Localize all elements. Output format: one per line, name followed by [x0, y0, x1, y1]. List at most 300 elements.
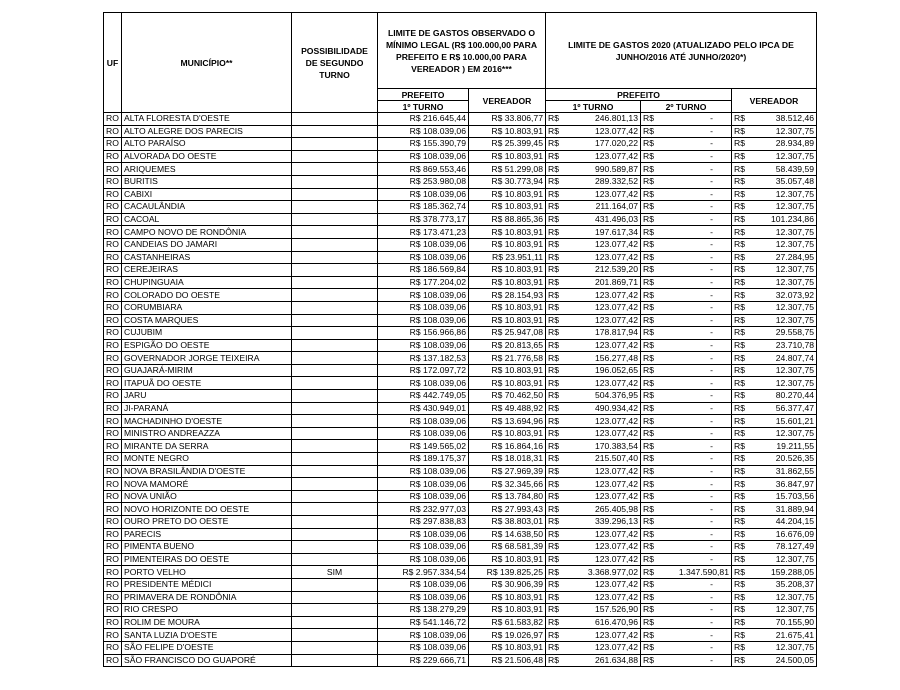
cell-prefeito-2016: R$ 108.039,06: [378, 629, 469, 642]
currency-symbol: R$: [734, 302, 745, 313]
currency-symbol: R$: [643, 566, 654, 577]
amount-value: 261.634,88: [594, 654, 638, 665]
amount-value: 123.077,42: [594, 314, 638, 325]
cell-uf: RO: [104, 314, 122, 327]
cell-vereador-2016: R$ 25.947,08: [469, 327, 546, 340]
cell-prefeito-2016: R$ 177.204,02: [378, 276, 469, 289]
cell-prefeito-2turno-2020: [641, 327, 732, 340]
currency-symbol: R$: [734, 566, 745, 577]
cell-municipio: ESPIGÃO DO OESTE: [122, 339, 292, 352]
amount-value: -: [710, 503, 713, 514]
cell-uf: RO: [104, 163, 122, 176]
cell-uf: RO: [104, 390, 122, 403]
cell-municipio: PARECIS: [122, 528, 292, 541]
cell-prefeito-1turno-2020: [546, 251, 641, 264]
cell-uf: RO: [104, 113, 122, 126]
currency-symbol: R$: [643, 339, 654, 350]
currency-symbol: R$: [643, 289, 654, 300]
cell-uf: RO: [104, 604, 122, 617]
currency-symbol: R$: [734, 125, 745, 136]
cell-prefeito-2016: R$ 108.039,06: [378, 591, 469, 604]
table-body: [104, 113, 817, 667]
currency-symbol: R$: [734, 642, 745, 653]
cell-vereador-2016: R$ 10.803,91: [469, 238, 546, 251]
amount-value: 23.710,78: [775, 339, 814, 350]
cell-segundo-turno: [292, 264, 378, 277]
cell-vereador-2016: R$ 10.803,91: [469, 641, 546, 654]
amount-value: -: [710, 163, 713, 174]
amount-value: -: [710, 516, 713, 527]
cell-prefeito-2016: R$ 232.977,03: [378, 503, 469, 516]
currency-symbol: R$: [734, 151, 745, 162]
cell-municipio: ALTO ALEGRE DOS PARECIS: [122, 125, 292, 138]
cell-uf: RO: [104, 503, 122, 516]
cell-prefeito-2turno-2020: [641, 201, 732, 214]
cell-uf: RO: [104, 276, 122, 289]
table-row: [104, 440, 817, 453]
cell-municipio: COLORADO DO OESTE: [122, 289, 292, 302]
table-row: [104, 150, 817, 163]
cell-prefeito-2turno-2020: [641, 314, 732, 327]
cell-prefeito-2turno-2020: [641, 364, 732, 377]
currency-symbol: R$: [734, 201, 745, 212]
cell-prefeito-1turno-2020: [546, 516, 641, 529]
cell-prefeito-2turno-2020: [641, 415, 732, 428]
currency-symbol: R$: [643, 453, 654, 464]
cell-prefeito-2016: R$ 108.039,06: [378, 150, 469, 163]
currency-symbol: R$: [548, 604, 559, 615]
cell-prefeito-2016: R$ 108.039,06: [378, 490, 469, 503]
amount-value: -: [710, 491, 713, 502]
cell-vereador-2016: R$ 10.803,91: [469, 553, 546, 566]
cell-prefeito-2016: R$ 108.039,06: [378, 427, 469, 440]
cell-uf: RO: [104, 150, 122, 163]
cell-prefeito-2016: R$ 2.957.334,54: [378, 566, 469, 579]
cell-vereador-2016: R$ 49.488,92: [469, 402, 546, 415]
cell-vereador-2020: [732, 390, 817, 403]
cell-uf: RO: [104, 553, 122, 566]
amount-value: 12.307,75: [775, 239, 814, 250]
cell-uf: RO: [104, 238, 122, 251]
currency-symbol: R$: [734, 478, 745, 489]
amount-value: 24.500,05: [775, 654, 814, 665]
currency-symbol: R$: [734, 327, 745, 338]
currency-symbol: R$: [548, 289, 559, 300]
cell-prefeito-1turno-2020: [546, 490, 641, 503]
currency-symbol: R$: [548, 352, 559, 363]
cell-prefeito-2016: R$ 185.362,74: [378, 201, 469, 214]
cell-vereador-2020: [732, 629, 817, 642]
currency-symbol: R$: [734, 440, 745, 451]
amount-value: 31.889,94: [775, 503, 814, 514]
cell-prefeito-1turno-2020: [546, 276, 641, 289]
currency-symbol: R$: [548, 415, 559, 426]
cell-prefeito-1turno-2020: [546, 175, 641, 188]
amount-value: 12.307,75: [775, 377, 814, 388]
amount-value: 12.307,75: [775, 188, 814, 199]
header-limite-2020: LIMITE DE GASTOS 2020 (ATUALIZADO PELO IPCA DE JUNHO/2016 ATÉ JUNHO/2020*): [546, 13, 817, 89]
amount-value: 123.077,42: [594, 302, 638, 313]
cell-prefeito-2turno-2020: [641, 553, 732, 566]
amount-value: -: [710, 125, 713, 136]
currency-symbol: R$: [734, 654, 745, 665]
cell-vereador-2020: [732, 150, 817, 163]
table-row: [104, 113, 817, 126]
amount-value: 212.539,20: [594, 264, 638, 275]
cell-uf: RO: [104, 516, 122, 529]
header-limite-2016: LIMITE DE GASTOS OBSERVADO O MÍNIMO LEGAL (R$ 100.000,00 PARA PREFEITO E R$ 10.000,00 PARA VEREADOR ) EM 2016***: [378, 13, 546, 89]
cell-prefeito-2turno-2020: [641, 301, 732, 314]
cell-vereador-2020: [732, 377, 817, 390]
currency-symbol: R$: [643, 365, 654, 376]
amount-value: -: [710, 302, 713, 313]
cell-prefeito-2turno-2020: [641, 339, 732, 352]
cell-uf: RO: [104, 352, 122, 365]
cell-prefeito-1turno-2020: [546, 478, 641, 491]
amount-value: 12.307,75: [775, 125, 814, 136]
currency-symbol: R$: [548, 642, 559, 653]
amount-value: 21.675,41: [775, 629, 814, 640]
cell-prefeito-1turno-2020: [546, 528, 641, 541]
cell-municipio: GOVERNADOR JORGE TEIXEIRA: [122, 352, 292, 365]
amount-value: 12.307,75: [775, 365, 814, 376]
table-row: [104, 528, 817, 541]
cell-prefeito-2016: R$ 108.039,06: [378, 339, 469, 352]
cell-prefeito-1turno-2020: [546, 453, 641, 466]
cell-vereador-2016: R$ 38.803,01: [469, 516, 546, 529]
amount-value: -: [710, 428, 713, 439]
currency-symbol: R$: [548, 125, 559, 136]
currency-symbol: R$: [643, 541, 654, 552]
cell-municipio: MIRANTE DA SERRA: [122, 440, 292, 453]
amount-value: -: [710, 528, 713, 539]
table-row: [104, 478, 817, 491]
currency-symbol: R$: [548, 339, 559, 350]
currency-symbol: R$: [548, 402, 559, 413]
cell-uf: RO: [104, 490, 122, 503]
currency-symbol: R$: [548, 302, 559, 313]
amount-value: 504.376,95: [594, 390, 638, 401]
amount-value: 12.307,75: [775, 302, 814, 313]
amount-value: 35.057,48: [775, 176, 814, 187]
currency-symbol: R$: [643, 264, 654, 275]
currency-symbol: R$: [548, 503, 559, 514]
cell-vereador-2020: [732, 327, 817, 340]
amount-value: 197.617,34: [594, 226, 638, 237]
amount-value: -: [710, 138, 713, 149]
cell-vereador-2020: [732, 553, 817, 566]
cell-vereador-2016: R$ 10.803,91: [469, 301, 546, 314]
cell-prefeito-1turno-2020: [546, 201, 641, 214]
currency-symbol: R$: [643, 591, 654, 602]
cell-municipio: BURITIS: [122, 175, 292, 188]
cell-vereador-2016: R$ 10.803,91: [469, 201, 546, 214]
cell-vereador-2016: R$ 32.345,66: [469, 478, 546, 491]
cell-segundo-turno: [292, 541, 378, 554]
amount-value: 101.234,86: [770, 214, 814, 225]
cell-prefeito-2turno-2020: [641, 427, 732, 440]
cell-segundo-turno: [292, 604, 378, 617]
cell-segundo-turno: [292, 226, 378, 239]
cell-prefeito-2016: R$ 173.471,23: [378, 226, 469, 239]
cell-prefeito-1turno-2020: [546, 364, 641, 377]
currency-symbol: R$: [548, 138, 559, 149]
currency-symbol: R$: [548, 440, 559, 451]
cell-prefeito-2016: R$ 108.039,06: [378, 541, 469, 554]
amount-value: 215.507,40: [594, 453, 638, 464]
amount-value: -: [710, 214, 713, 225]
cell-vereador-2020: [732, 201, 817, 214]
cell-municipio: GUAJARÁ-MIRIM: [122, 364, 292, 377]
currency-symbol: R$: [734, 113, 745, 124]
currency-symbol: R$: [548, 226, 559, 237]
cell-prefeito-1turno-2020: [546, 377, 641, 390]
amount-value: -: [710, 277, 713, 288]
table-row: [104, 327, 817, 340]
amount-value: -: [710, 654, 713, 665]
cell-municipio: NOVA MAMORÉ: [122, 478, 292, 491]
cell-vereador-2016: R$ 68.581,39: [469, 541, 546, 554]
cell-prefeito-1turno-2020: [546, 566, 641, 579]
amount-value: 12.307,75: [775, 151, 814, 162]
amount-value: 28.934,89: [775, 138, 814, 149]
currency-symbol: R$: [734, 138, 745, 149]
table-row: [104, 541, 817, 554]
cell-prefeito-1turno-2020: [546, 150, 641, 163]
header-prefeito-2016: PREFEITO: [378, 89, 469, 101]
currency-symbol: R$: [548, 239, 559, 250]
cell-prefeito-2turno-2020: [641, 528, 732, 541]
currency-symbol: R$: [548, 201, 559, 212]
cell-municipio: ARIQUEMES: [122, 163, 292, 176]
table-row: [104, 289, 817, 302]
cell-prefeito-1turno-2020: [546, 553, 641, 566]
cell-prefeito-2016: R$ 108.039,06: [378, 301, 469, 314]
currency-symbol: R$: [643, 428, 654, 439]
amount-value: 12.307,75: [775, 591, 814, 602]
cell-prefeito-2turno-2020: [641, 566, 732, 579]
currency-symbol: R$: [548, 176, 559, 187]
cell-prefeito-2016: R$ 156.966,86: [378, 327, 469, 340]
currency-symbol: R$: [734, 503, 745, 514]
cell-uf: RO: [104, 465, 122, 478]
table-row: [104, 465, 817, 478]
amount-value: 159.288,05: [770, 566, 814, 577]
cell-uf: RO: [104, 541, 122, 554]
cell-segundo-turno: [292, 314, 378, 327]
cell-municipio: CACAULÂNDIA: [122, 201, 292, 214]
cell-municipio: ALTA FLORESTA D'OESTE: [122, 113, 292, 126]
cell-municipio: COSTA MARQUES: [122, 314, 292, 327]
cell-uf: RO: [104, 226, 122, 239]
currency-symbol: R$: [734, 239, 745, 250]
cell-prefeito-2016: R$ 442.749,05: [378, 390, 469, 403]
cell-prefeito-1turno-2020: [546, 591, 641, 604]
cell-segundo-turno: [292, 364, 378, 377]
amount-value: 289.332,52: [594, 176, 638, 187]
cell-uf: RO: [104, 301, 122, 314]
cell-uf: RO: [104, 440, 122, 453]
cell-vereador-2016: R$ 88.865,36: [469, 213, 546, 226]
currency-symbol: R$: [643, 251, 654, 262]
cell-vereador-2020: [732, 163, 817, 176]
amount-value: 123.077,42: [594, 478, 638, 489]
cell-vereador-2016: R$ 23.951,11: [469, 251, 546, 264]
amount-value: -: [710, 591, 713, 602]
cell-vereador-2016: R$ 10.803,91: [469, 125, 546, 138]
cell-prefeito-2turno-2020: [641, 138, 732, 151]
currency-symbol: R$: [643, 176, 654, 187]
cell-prefeito-2turno-2020: [641, 578, 732, 591]
currency-symbol: R$: [734, 188, 745, 199]
amount-value: 12.307,75: [775, 604, 814, 615]
amount-value: 12.307,75: [775, 226, 814, 237]
cell-vereador-2020: [732, 289, 817, 302]
cell-vereador-2020: [732, 604, 817, 617]
currency-symbol: R$: [734, 465, 745, 476]
currency-symbol: R$: [734, 277, 745, 288]
amount-value: 178.817,94: [594, 327, 638, 338]
amount-value: 616.470,96: [594, 617, 638, 628]
cell-segundo-turno: [292, 201, 378, 214]
amount-value: 156.277,48: [594, 352, 638, 363]
cell-prefeito-1turno-2020: [546, 188, 641, 201]
currency-symbol: R$: [734, 528, 745, 539]
cell-prefeito-2turno-2020: [641, 516, 732, 529]
cell-segundo-turno: [292, 578, 378, 591]
cell-prefeito-2turno-2020: [641, 113, 732, 126]
cell-prefeito-1turno-2020: [546, 339, 641, 352]
amount-value: -: [710, 264, 713, 275]
amount-value: -: [710, 151, 713, 162]
cell-uf: RO: [104, 453, 122, 466]
cell-prefeito-2turno-2020: [641, 465, 732, 478]
cell-municipio: CAMPO NOVO DE RONDÔNIA: [122, 226, 292, 239]
currency-symbol: R$: [734, 214, 745, 225]
cell-municipio: CHUPINGUAIA: [122, 276, 292, 289]
cell-prefeito-2turno-2020: [641, 604, 732, 617]
cell-vereador-2020: [732, 528, 817, 541]
amount-value: -: [710, 176, 713, 187]
cell-prefeito-2016: R$ 108.039,06: [378, 578, 469, 591]
table-row: [104, 276, 817, 289]
cell-vereador-2020: [732, 175, 817, 188]
table-row: [104, 213, 817, 226]
currency-symbol: R$: [643, 226, 654, 237]
cell-vereador-2020: [732, 578, 817, 591]
amount-value: 20.526,35: [775, 453, 814, 464]
cell-municipio: CEREJEIRAS: [122, 264, 292, 277]
cell-prefeito-2turno-2020: [641, 264, 732, 277]
cell-prefeito-2016: R$ 108.039,06: [378, 641, 469, 654]
cell-segundo-turno: [292, 138, 378, 151]
currency-symbol: R$: [548, 327, 559, 338]
table-row: [104, 175, 817, 188]
amount-value: -: [710, 402, 713, 413]
cell-municipio: ALVORADA DO OESTE: [122, 150, 292, 163]
table-row: [104, 163, 817, 176]
amount-value: 123.077,42: [594, 642, 638, 653]
cell-prefeito-1turno-2020: [546, 125, 641, 138]
cell-vereador-2016: R$ 51.299,08: [469, 163, 546, 176]
currency-symbol: R$: [548, 365, 559, 376]
table-row: [104, 238, 817, 251]
cell-vereador-2016: R$ 30.773,94: [469, 175, 546, 188]
currency-symbol: R$: [734, 541, 745, 552]
cell-uf: RO: [104, 289, 122, 302]
amount-value: 123.077,42: [594, 591, 638, 602]
cell-vereador-2020: [732, 478, 817, 491]
cell-segundo-turno: [292, 251, 378, 264]
cell-vereador-2020: [732, 314, 817, 327]
cell-segundo-turno: [292, 352, 378, 365]
cell-prefeito-2016: R$ 108.039,06: [378, 553, 469, 566]
currency-symbol: R$: [548, 214, 559, 225]
amount-value: -: [710, 604, 713, 615]
table-row: [104, 301, 817, 314]
amount-value: -: [710, 453, 713, 464]
currency-symbol: R$: [734, 428, 745, 439]
cell-segundo-turno: [292, 629, 378, 642]
currency-symbol: R$: [734, 365, 745, 376]
amount-value: 265.405,98: [594, 503, 638, 514]
cell-vereador-2016: R$ 10.803,91: [469, 427, 546, 440]
cell-uf: RO: [104, 138, 122, 151]
cell-uf: RO: [104, 478, 122, 491]
amount-value: 246.801,13: [594, 113, 638, 124]
currency-symbol: R$: [548, 188, 559, 199]
cell-uf: RO: [104, 591, 122, 604]
cell-segundo-turno: [292, 327, 378, 340]
amount-value: 16.676,09: [775, 528, 814, 539]
amount-value: 201.869,71: [594, 277, 638, 288]
cell-prefeito-1turno-2020: [546, 616, 641, 629]
cell-prefeito-2turno-2020: [641, 478, 732, 491]
cell-prefeito-2turno-2020: [641, 490, 732, 503]
cell-prefeito-1turno-2020: [546, 641, 641, 654]
cell-segundo-turno: [292, 289, 378, 302]
currency-symbol: R$: [643, 478, 654, 489]
cell-prefeito-2016: R$ 108.039,06: [378, 251, 469, 264]
cell-municipio: ALTO PARAÍSO: [122, 138, 292, 151]
table-row: [104, 402, 817, 415]
amount-value: -: [710, 201, 713, 212]
amount-value: 56.377,47: [775, 402, 814, 413]
cell-prefeito-1turno-2020: [546, 654, 641, 667]
cell-prefeito-2turno-2020: [641, 251, 732, 264]
cell-segundo-turno: [292, 150, 378, 163]
cell-municipio: ITAPUÃ DO OESTE: [122, 377, 292, 390]
cell-vereador-2016: R$ 20.813,65: [469, 339, 546, 352]
cell-vereador-2016: R$ 13.784,80: [469, 490, 546, 503]
cell-vereador-2020: [732, 616, 817, 629]
cell-uf: RO: [104, 629, 122, 642]
currency-symbol: R$: [548, 251, 559, 262]
currency-symbol: R$: [643, 138, 654, 149]
currency-symbol: R$: [643, 113, 654, 124]
amount-value: -: [710, 188, 713, 199]
currency-symbol: R$: [548, 566, 559, 577]
cell-municipio: JARU: [122, 390, 292, 403]
cell-prefeito-2turno-2020: [641, 641, 732, 654]
cell-prefeito-2016: R$ 108.039,06: [378, 289, 469, 302]
cell-segundo-turno: [292, 402, 378, 415]
currency-symbol: R$: [643, 151, 654, 162]
currency-symbol: R$: [734, 604, 745, 615]
cell-municipio: MINISTRO ANDREAZZA: [122, 427, 292, 440]
currency-symbol: R$: [734, 617, 745, 628]
cell-vereador-2020: [732, 641, 817, 654]
